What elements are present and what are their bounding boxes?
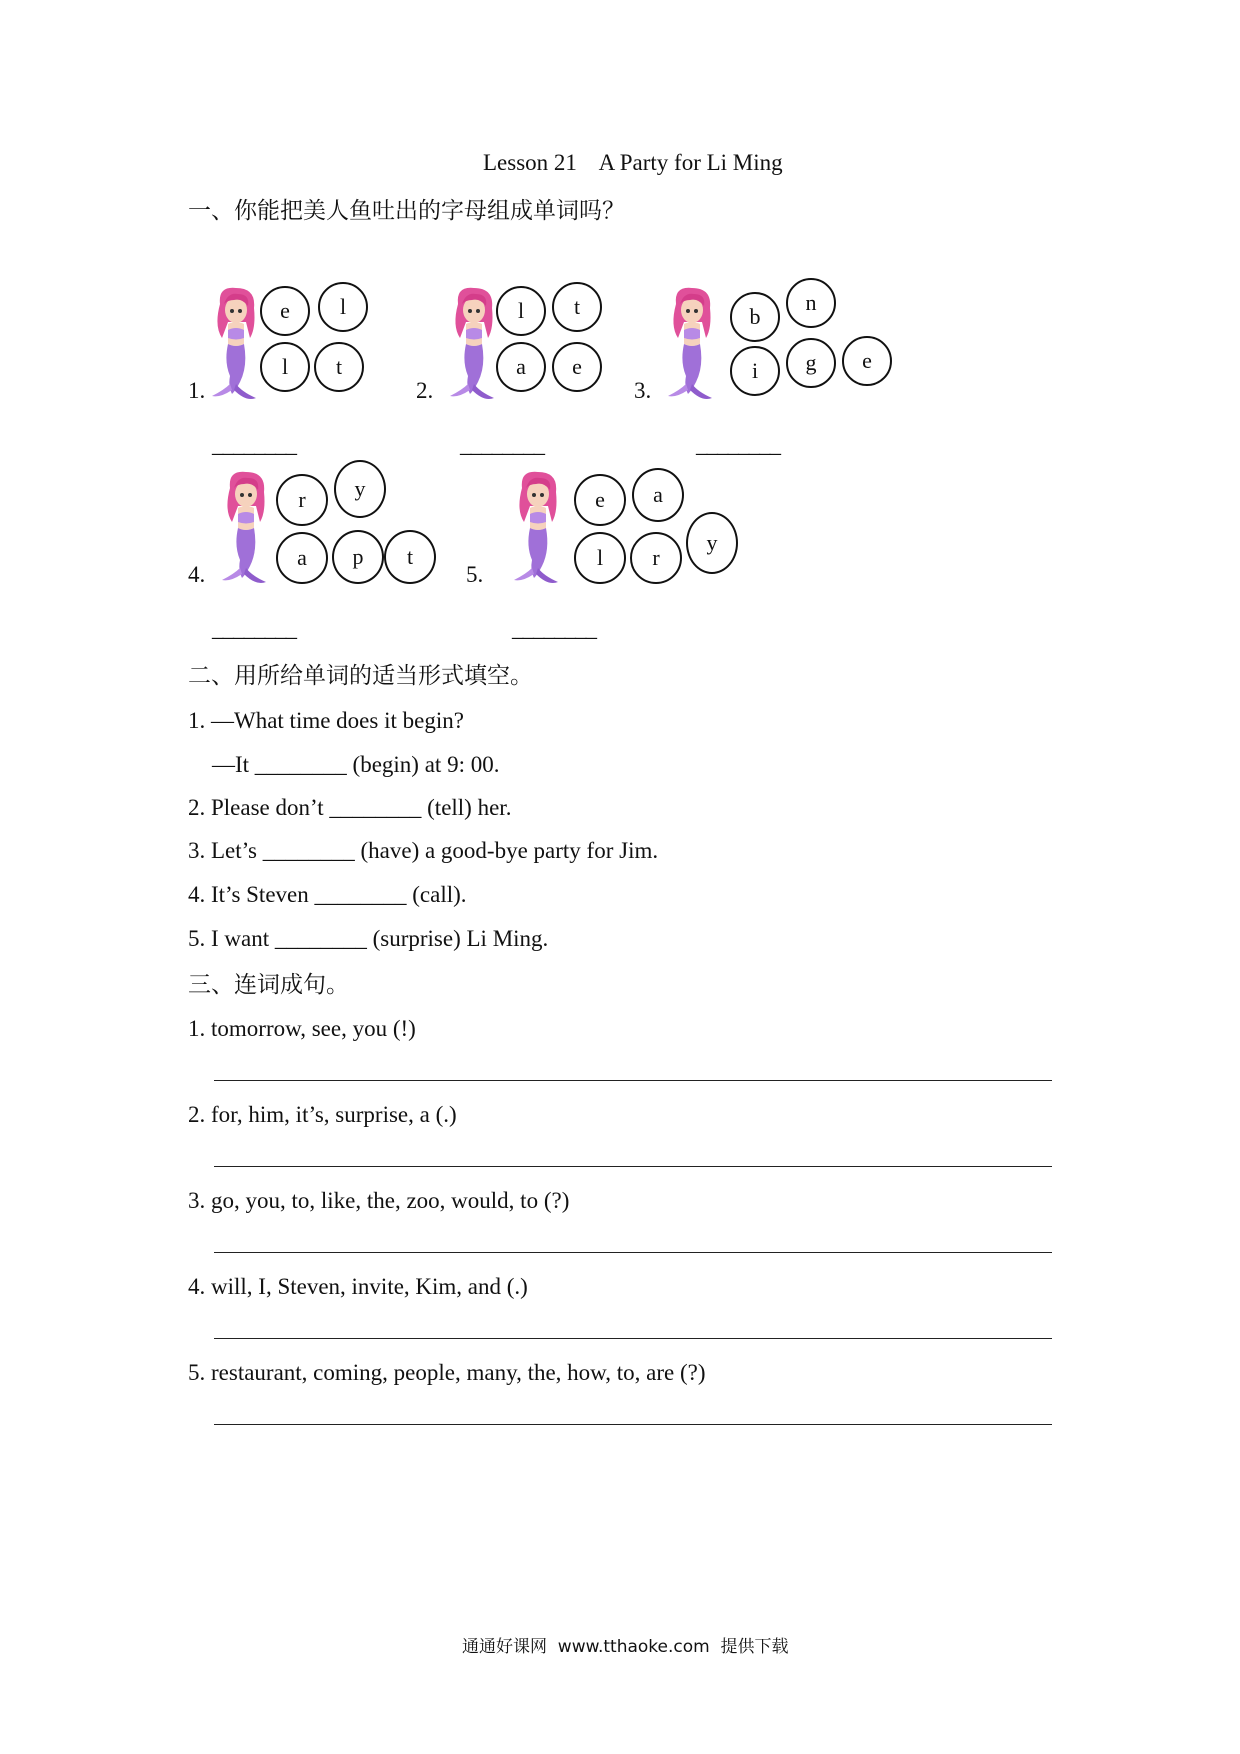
puzzle-number: 2. (416, 378, 434, 403)
letter-bubble: t (552, 282, 602, 332)
mermaid-icon (206, 286, 266, 406)
letter-bubble: e (552, 342, 602, 392)
letter-bubble: y (334, 460, 386, 518)
letter-bubble: p (332, 530, 384, 584)
answer-blank[interactable]: ________ (460, 432, 544, 457)
answer-blank[interactable]: ________ (512, 616, 596, 641)
puzzle-number: 5. (466, 562, 484, 587)
sentence-item-2: 2. for, him, it’s, surprise, a (.) (188, 1102, 457, 1127)
letter-bubble: l (318, 282, 368, 332)
answer-blank[interactable]: ________ (696, 432, 780, 457)
fill-item-1-answer: —It ________ (begin) at 9: 00. (212, 752, 500, 777)
fill-item-3: 3. Let’s ________ (have) a good-bye party for Jim. (188, 838, 659, 863)
sentence-item-3: 3. go, you, to, like, the, zoo, would, to (?) (188, 1188, 570, 1213)
letter-bubble: n (786, 278, 836, 328)
letter-bubble: e (260, 286, 310, 336)
section3-heading: 三、连词成句。 (188, 972, 349, 998)
answer-line[interactable] (214, 1338, 1052, 1339)
puzzle-number: 1. (188, 378, 206, 403)
sentence-item-4: 4. will, I, Steven, invite, Kim, and (.) (188, 1274, 528, 1299)
letter-bubble: a (632, 468, 684, 522)
letter-bubble: y (686, 512, 738, 574)
puzzle-number: 3. (634, 378, 652, 403)
section2-heading: 二、用所给单词的适当形式填空。 (188, 663, 533, 689)
answer-line[interactable] (214, 1080, 1052, 1081)
sentence-item-1: 1. tomorrow, see, you (!) (188, 1016, 416, 1041)
section1-heading: 一、你能把美人鱼吐出的字母组成单词吗？ (188, 198, 625, 224)
mermaid-icon (662, 286, 722, 406)
letter-bubble: i (730, 346, 780, 396)
sentence-item-5: 5. restaurant, coming, people, many, the, how, to, are (?) (188, 1360, 706, 1385)
mermaid-icon (216, 470, 276, 590)
fill-item-5: 5. I want ________ (surprise) Li Ming. (188, 926, 549, 951)
letter-bubble: b (730, 292, 780, 342)
answer-line[interactable] (214, 1252, 1052, 1253)
letter-bubble: e (842, 336, 892, 386)
letter-bubble: t (384, 530, 436, 584)
page-title: Lesson 21 A Party for Li Ming (483, 150, 783, 175)
answer-blank[interactable]: ________ (212, 616, 296, 641)
fill-item-4: 4. It’s Steven ________ (call). (188, 882, 467, 907)
letter-bubble: a (496, 342, 546, 392)
letter-bubble: e (574, 474, 626, 526)
letter-bubble: l (260, 342, 310, 392)
footer-credit: 通通好课网 www.tthaoke.com 提供下载 (462, 1637, 789, 1657)
letter-bubble: t (314, 342, 364, 392)
letter-bubble: r (630, 532, 682, 584)
letter-bubble: r (276, 474, 328, 526)
mermaid-icon (508, 470, 568, 590)
answer-line[interactable] (214, 1166, 1052, 1167)
puzzle-number: 4. (188, 562, 206, 587)
fill-item-2: 2. Please don’t ________ (tell) her. (188, 795, 512, 820)
letter-bubble: l (574, 532, 626, 584)
answer-blank[interactable]: ________ (212, 432, 296, 457)
letter-bubble: a (276, 532, 328, 584)
answer-line[interactable] (214, 1424, 1052, 1425)
letter-bubble: l (496, 286, 546, 336)
letter-bubble: g (786, 338, 836, 388)
mermaid-icon (444, 286, 504, 406)
fill-item-1: 1. —What time does it begin? (188, 708, 464, 733)
